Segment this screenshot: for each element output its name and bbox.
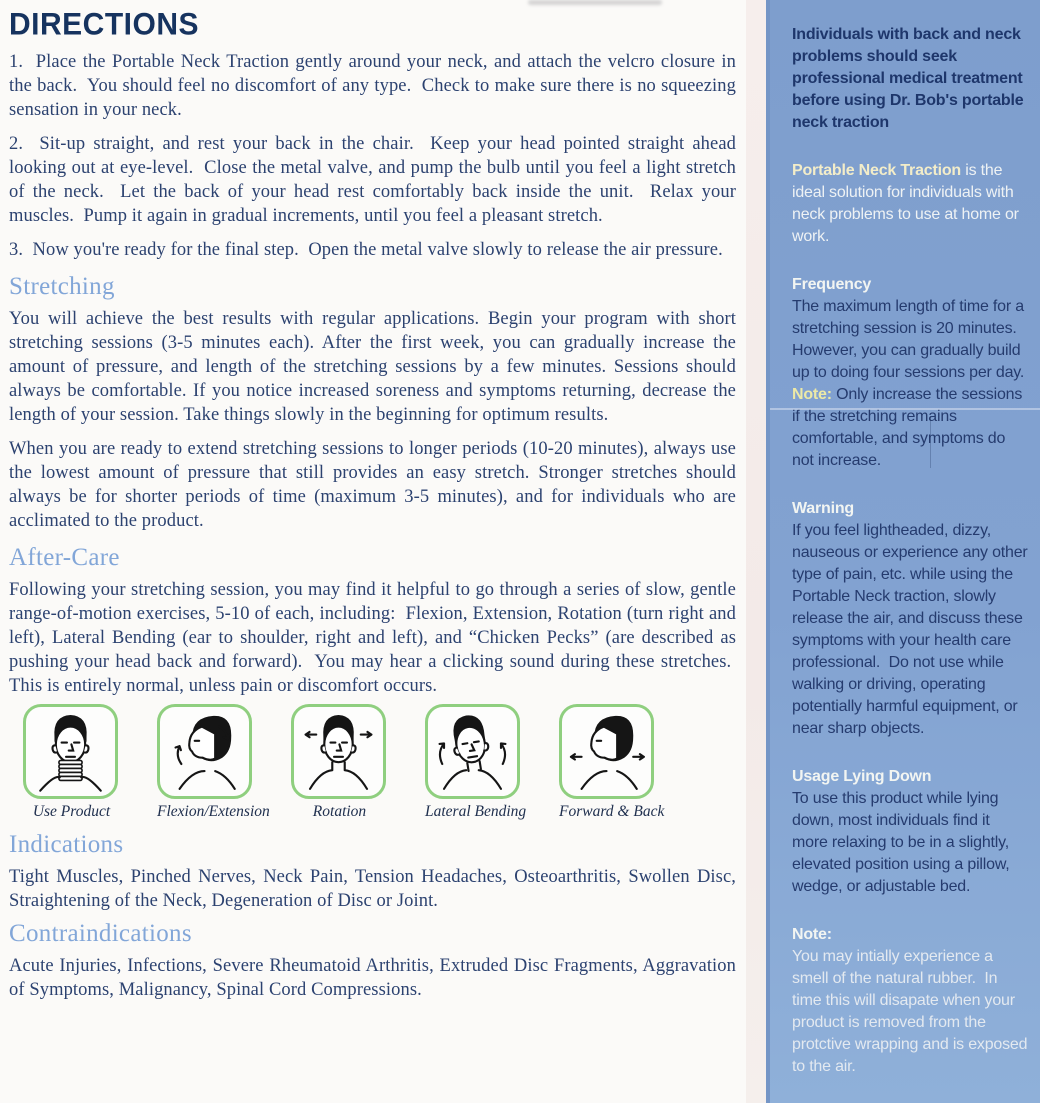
exercise-icon-row (23, 704, 736, 822)
tilted-head-curved-arrows-icon (425, 704, 520, 799)
indications-text: Tight Muscles, Pinched Nerves, Neck Pain, Tension Headaches, Osteoarthritis, Swollen Disc, Straightening of the Neck, Degeneration of Disc or Joint. (9, 867, 736, 911)
stretching-heading: Stretching (9, 273, 115, 300)
exercise-item-forward-back (559, 704, 665, 822)
note-body: You may intially experience a smell of the natural rubber. In time this will disapate when your product is removed from the protctive wrapping and is exposed to the air. (792, 948, 1028, 1075)
after-care-paragraph: Following your stretching session, you may find it helpful to go through a series of slow, gentle range-of-motion exercises, 5-10 of each, including: Flexion, Extension, Rotation (turn right and left), Lateral Bending (ear to shoulder, right and left), and “Chicken Pecks” (are described as pushing your head back and forward). You may hear a clicking sound during these stretches. This is entirely normal, unless pain or discomfort occurs. (9, 580, 736, 696)
sidebar-section-frequency (792, 274, 1028, 472)
profile-head-nod-arrows-icon (157, 704, 252, 799)
warning-body: If you feel lightheaded, dizzy, nauseous or experience any other type of pain, etc. while using the Portable Neck traction, slowly release the air, and discuss these symptoms with your health care professional. Do not use while walking or driving, operating potentially harmful equipment, or near sharp objects. (792, 522, 1028, 737)
frequency-note-text: Only increase the sessions if the stretching remains comfortable, and symptoms do not increase. (792, 386, 1023, 469)
indications-heading: Indications (9, 831, 124, 858)
page-title: DIRECTIONS (9, 6, 200, 42)
sidebar-section-note (792, 924, 1028, 1078)
after-care-heading: After-Care (9, 544, 120, 571)
scan-crease-vertical (930, 416, 931, 468)
front-head-with-collar-icon (23, 704, 118, 799)
stretching-paragraph-2: When you are ready to extend stretching sessions to longer periods (10-20 minutes), always use the lowest amount of pressure that still provides an easy stretch. Stronger stretches should always be for shorter periods of time (maximum 3-5 minutes), and for individuals who are acclimated to the product. (9, 439, 736, 531)
exercise-item-lateral-bending (425, 704, 527, 822)
sidebar-panel (766, 0, 1040, 1103)
sidebar-lead-paragraph (792, 160, 1028, 248)
sidebar-medical-disclaimer: Individuals with back and neck problems should seek professional medical treatment before using Dr. Bob's portable neck traction (792, 26, 1024, 131)
note-heading: Note: (792, 926, 832, 943)
exercise-item-rotation (291, 704, 388, 822)
sidebar-section-warning (792, 498, 1028, 740)
front-head-side-arrows-icon (291, 704, 386, 799)
usage-lying-down-body: To use this product while lying down, most individuals find it more relaxing to be in a slightly, elevated position using a pillow, wedge, or adjustable bed. (792, 790, 1010, 895)
exercise-label: Flexion/Extension (157, 803, 270, 820)
stretching-paragraph-1: You will achieve the best results with regular applications. Begin your program with short stretching sessions (3-5 minutes each). After the first week, you can gradually increase the amount of pressure, and length of the stretching sessions by a few minutes. Sessions should always be comfortable. If you notice increased soreness and symptoms returning, decrease the length of your session. Take things slowly in the beginning for optimum results. (9, 309, 736, 425)
direction-step-3: 3. Now you're ready for the final step. Open the metal valve slowly to release the air pressure. (9, 240, 723, 260)
product-name-highlight: Portable Neck Traction (792, 162, 961, 179)
scan-crease-horizontal (770, 408, 1040, 410)
frequency-note-label: Note: (792, 386, 832, 403)
frequency-body (792, 296, 1028, 472)
exercise-label: Lateral Bending (425, 803, 527, 820)
exercise-item-use-product (23, 704, 120, 822)
exercise-label: Use Product (32, 803, 111, 820)
exercise-label: Forward & Back (559, 803, 665, 820)
direction-step-2: 2. Sit-up straight, and rest your back in the chair. Keep your head pointed straight ahead looking out at eye-level. Close the metal valve, and pump the bulb until you feel a light stretch of the neck. Let the back of your head rest comfortably back inside the unit. Relax your muscles. Pump it again in gradual increments, until you feel a pleasant stretch. (9, 134, 736, 226)
contraindications-heading: Contraindications (9, 920, 192, 947)
exercise-label: Rotation (312, 803, 367, 820)
page-gutter (746, 0, 766, 1103)
sidebar-section-usage-lying-down (792, 766, 1028, 898)
frequency-heading: Frequency (792, 276, 872, 293)
warning-heading: Warning (792, 500, 854, 517)
exercise-item-flexion-extension (157, 704, 270, 822)
usage-lying-down-heading: Usage Lying Down (792, 768, 932, 785)
sidebar-lead-rest: is the ideal solution for individuals with neck problems to use at home or work. (792, 162, 1019, 245)
direction-step-1: 1. Place the Portable Neck Traction gently around your neck, and attach the velcro closure in the back. You should feel no discomfort of any type. Check to make sure there is no squeezing sensation in your neck. (9, 52, 736, 120)
contraindications-text: Acute Injuries, Infections, Severe Rheumatoid Arthritis, Extruded Disc Fragments, Aggravation of Symptoms, Malignancy, Spinal Cord Compressions. (9, 956, 736, 1000)
profile-head-horizontal-arrows-icon (559, 704, 654, 799)
frequency-body-text: The maximum length of time for a stretching session is 20 minutes. However, you can gradually build up to doing four sessions per day. (792, 298, 1025, 381)
